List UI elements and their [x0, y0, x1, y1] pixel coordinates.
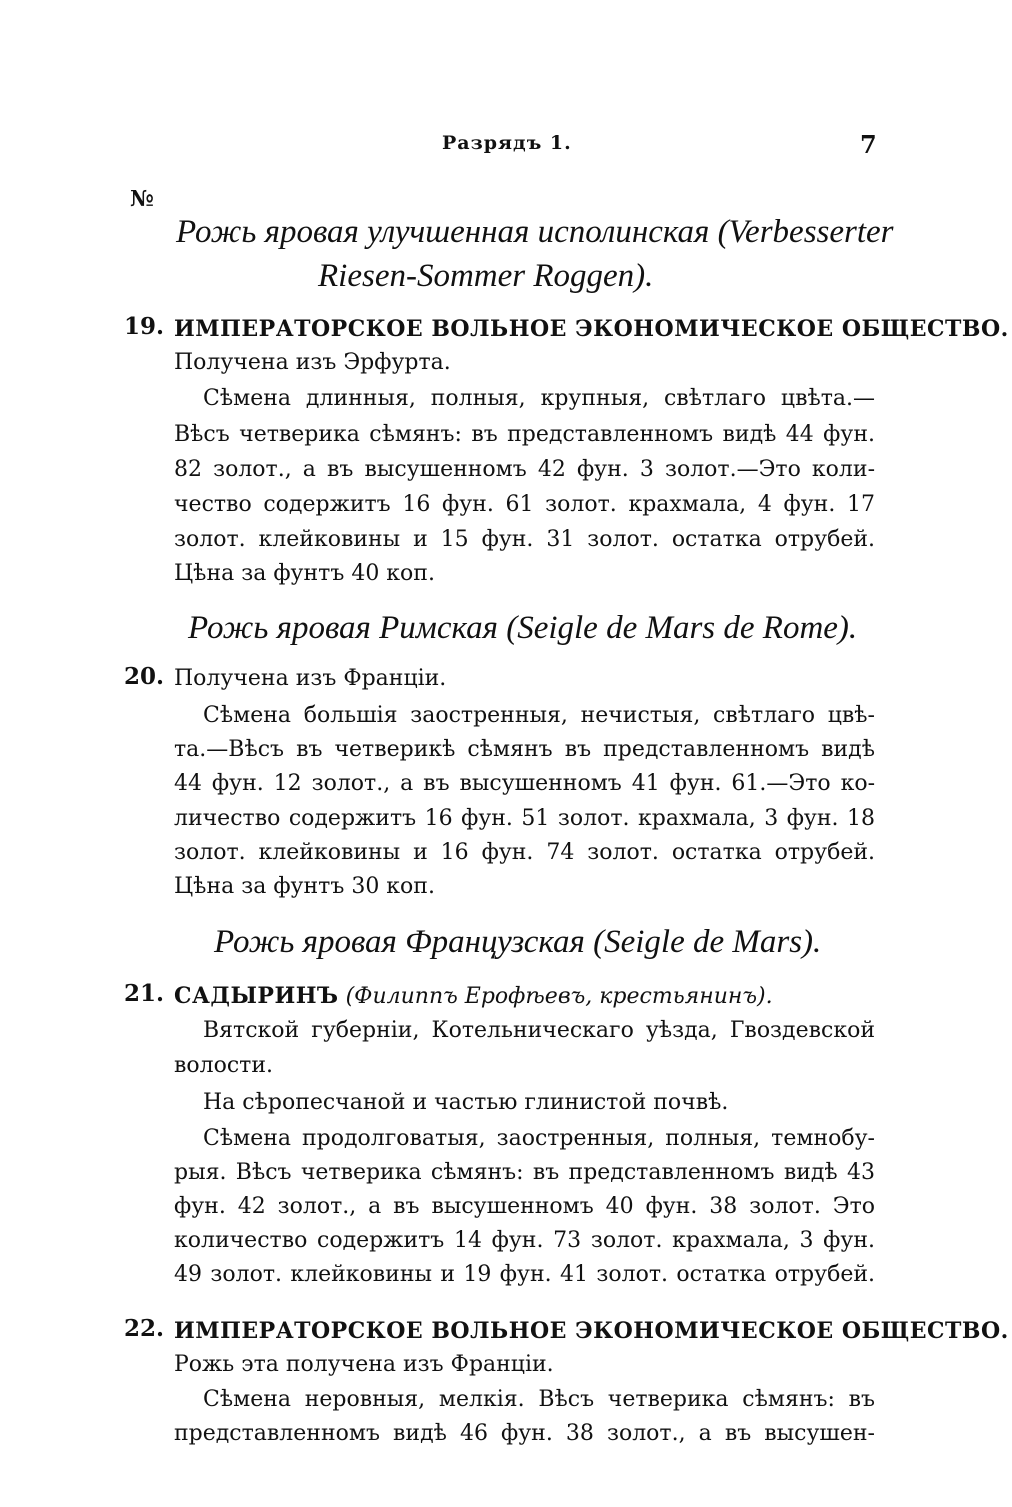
entry-19-source: Получена изъ Эрфурта. [174, 350, 451, 375]
entry-20-line-5: золот. клейковины и 16 фун. 74 золот. остатка отрубей. [174, 840, 875, 865]
section-header: Разрядъ 1. [442, 132, 572, 154]
entry-19-org: ИМПЕРАТОРСКОЕ ВОЛЬНОЕ ЭКОНОМИЧЕСКОЕ ОБЩЕСТВО. [174, 316, 1009, 342]
entry-21-name-line [174, 979, 773, 1014]
entry-21-line-1: Сѣмена продолговатыя, заостренныя, полныя, темнобу- [203, 1126, 875, 1151]
entry-19-line-4: чество содержитъ 16 фун. 61 золот. крахмала, 4 фун. 17 [174, 492, 875, 517]
page-number: 7 [860, 130, 877, 159]
entry-20-number: 20. [124, 663, 165, 690]
entry-21-line-5: 49 золот. клейковины и 19 фун. 41 золот. остатка отрубей. [174, 1262, 875, 1287]
entry-22-line-2: представленномъ видѣ 46 фун. 38 золот., а въ высушен- [174, 1421, 875, 1446]
entry-22-number: 22. [124, 1315, 165, 1342]
entry-21-title: Рожь яровая Французская (Seigle de Mars). [214, 924, 822, 960]
entry-19-line-2: Вѣсъ четверика сѣмянъ: въ представленномъ видѣ 44 фун. [174, 422, 875, 447]
entry-19-line-1: Сѣмена длинныя, полныя, крупныя, свѣтлаго цвѣта.— [203, 386, 875, 411]
entry-19-title-line1: Рожь яровая улучшенная исполинская (Verbesserter [176, 214, 894, 250]
entry-20-line-1: Сѣмена большія заостренныя, нечистыя, свѣтлаго цвѣ- [203, 703, 875, 728]
entry-21-address-line2: волости. [174, 1053, 273, 1078]
entry-21-number: 21. [124, 980, 165, 1007]
entry-19-number: 19. [124, 313, 165, 340]
entry-21-line-4: количество содержитъ 14 фун. 73 золот. крахмала, 3 фун. [174, 1228, 875, 1253]
entry-20-line-6: Цѣна за фунтъ 30 коп. [174, 874, 435, 899]
entry-22-org: ИМПЕРАТОРСКОЕ ВОЛЬНОЕ ЭКОНОМИЧЕСКОЕ ОБЩЕСТВО. [174, 1318, 1009, 1344]
entry-22-source: Рожь эта получена изъ Франціи. [174, 1352, 554, 1377]
entry-21-name-detail: (Филиппъ Ерофѣевъ, крестьянинъ). [345, 984, 773, 1009]
entry-20-line-4: личество содержитъ 16 фун. 51 золот. крахмала, 3 фун. 18 [174, 806, 875, 831]
entry-21-name: САДЫРИНЪ [174, 983, 339, 1009]
entry-22-line-1: Сѣмена неровныя, мелкія. Вѣсъ четверика сѣмянъ: въ [203, 1387, 875, 1412]
entry-21-address-line1: Вятской губерніи, Котельническаго уѣзда, Гвоздевской [203, 1018, 875, 1043]
entry-20-title: Рожь яровая Римская (Seigle de Mars de Rome). [188, 610, 858, 646]
entry-19-line-3: 82 золот., а въ высушенномъ 42 фун. 3 золот.—Это коли- [174, 457, 875, 482]
numero-sign: № [130, 186, 154, 212]
entry-20-source: Получена изъ Франціи. [174, 666, 447, 691]
entry-19-line-5: золот. клейковины и 15 фун. 31 золот. остатка отрубей. [174, 527, 875, 552]
entry-20-line-2: та.—Вѣсъ въ четверикѣ сѣмянъ въ представленномъ видѣ [174, 737, 875, 762]
entry-21-line-3: фун. 42 золот., а въ высушенномъ 40 фун. 38 золот. Это [174, 1194, 875, 1219]
entry-21-soil: На сѣропесчаной и частью глинистой почвѣ. [203, 1090, 729, 1115]
entry-20-line-3: 44 фун. 12 золот., а въ высушенномъ 41 фун. 61.—Это ко- [174, 771, 875, 796]
running-header [0, 132, 1012, 162]
entry-19-title-line2: Riesen-Sommer Roggen). [318, 258, 654, 294]
entry-19-line-6: Цѣна за фунтъ 40 коп. [174, 561, 435, 586]
entry-21-line-2: рыя. Вѣсъ четверика сѣмянъ: въ представленномъ видѣ 43 [174, 1160, 875, 1185]
